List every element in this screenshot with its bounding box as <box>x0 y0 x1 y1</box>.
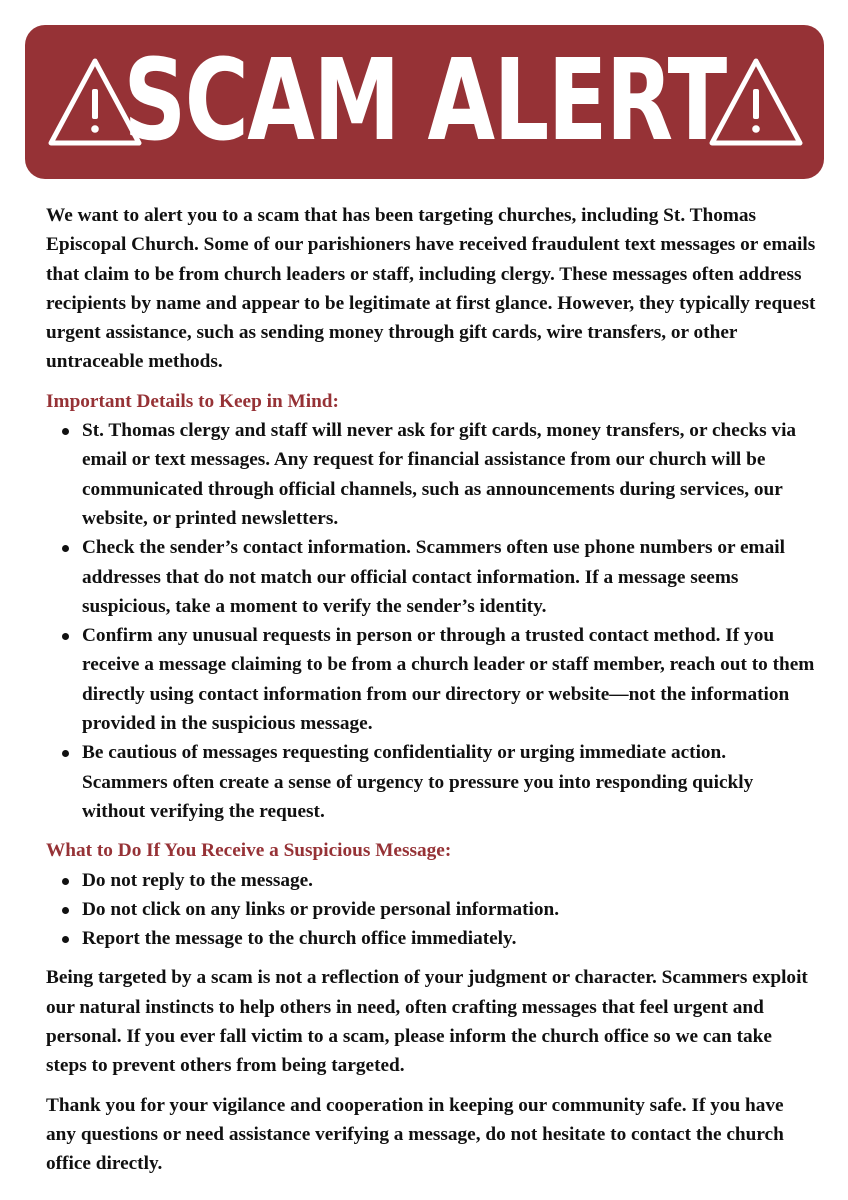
list-item: Confirm any unusual requests in person or through a trusted contact method. If you receive a message claiming to be from a church leader or staff member, reach out to them directly using contact information from our directory or website—not the information provided in the suspicious message. <box>82 621 816 738</box>
banner-title: SCAM ALERT <box>123 36 726 166</box>
closing-paragraph-scam-reflection: Being targeted by a scam is not a reflection of your judgment or character. Scammers exploit our natural instincts to help others in need, often crafting messages that feel urgent and personal. If you ever fall victim to a scam, please inform the church office so we can take steps to prevent others from being targeted. <box>46 967 808 1077</box>
section-heading-suspicious-message: What to Do If You Receive a Suspicious Message: <box>46 840 452 862</box>
closing-paragraph-thank-you: Thank you for your vigilance and cooperation in keeping our community safe. If you have any questions or need assistance verifying a message, do not hesitate to contact the church office directly. <box>46 1094 784 1175</box>
bullet-icon <box>62 936 69 943</box>
bullet-icon <box>62 907 69 914</box>
suspicious-message-list <box>46 866 816 954</box>
important-details-list <box>46 416 816 826</box>
bullet-icon <box>62 750 69 757</box>
bullet-icon <box>62 878 69 885</box>
bullet-icon <box>62 633 69 640</box>
list-item: St. Thomas clergy and staff will never ask for gift cards, money transfers, or checks via email or text messages. Any request for financial assistance from our church will be communicated through official channels, such as announcements during services, our website, or printed newsletters. <box>82 416 816 533</box>
list-item: Report the message to the church office immediately. <box>82 924 816 953</box>
scam-alert-banner <box>25 25 824 179</box>
list-item: Be cautious of messages requesting confidentiality or urging immediate action. Scammers often create a sense of urgency to pressure you into responding quickly without verifying the request. <box>82 738 816 826</box>
notice-body <box>46 201 816 1179</box>
list-item: Check the sender’s contact information. Scammers often use phone numbers or email addresses that do not match our official contact information. If a message seems suspicious, take a moment to verify the sender’s identity. <box>82 533 816 621</box>
list-item: Do not reply to the message. <box>82 866 816 895</box>
list-item: Do not click on any links or provide personal information. <box>82 895 816 924</box>
intro-paragraph: We want to alert you to a scam that has been targeting churches, including St. Thomas Episcopal Church. Some of our parishioners have received fraudulent text messages or emails that claim to be from church leaders or staff, including clergy. These messages often address recipients by name and appear to be legitimate at first glance. However, they typically request urgent assistance, such as sending money through gift cards, wire transfers, or other untraceable methods. <box>46 205 816 373</box>
bullet-icon <box>62 428 69 435</box>
bullet-icon <box>62 545 69 552</box>
section-heading-important-details: Important Details to Keep in Mind: <box>46 390 339 412</box>
warning-triangle-icon <box>706 55 806 151</box>
